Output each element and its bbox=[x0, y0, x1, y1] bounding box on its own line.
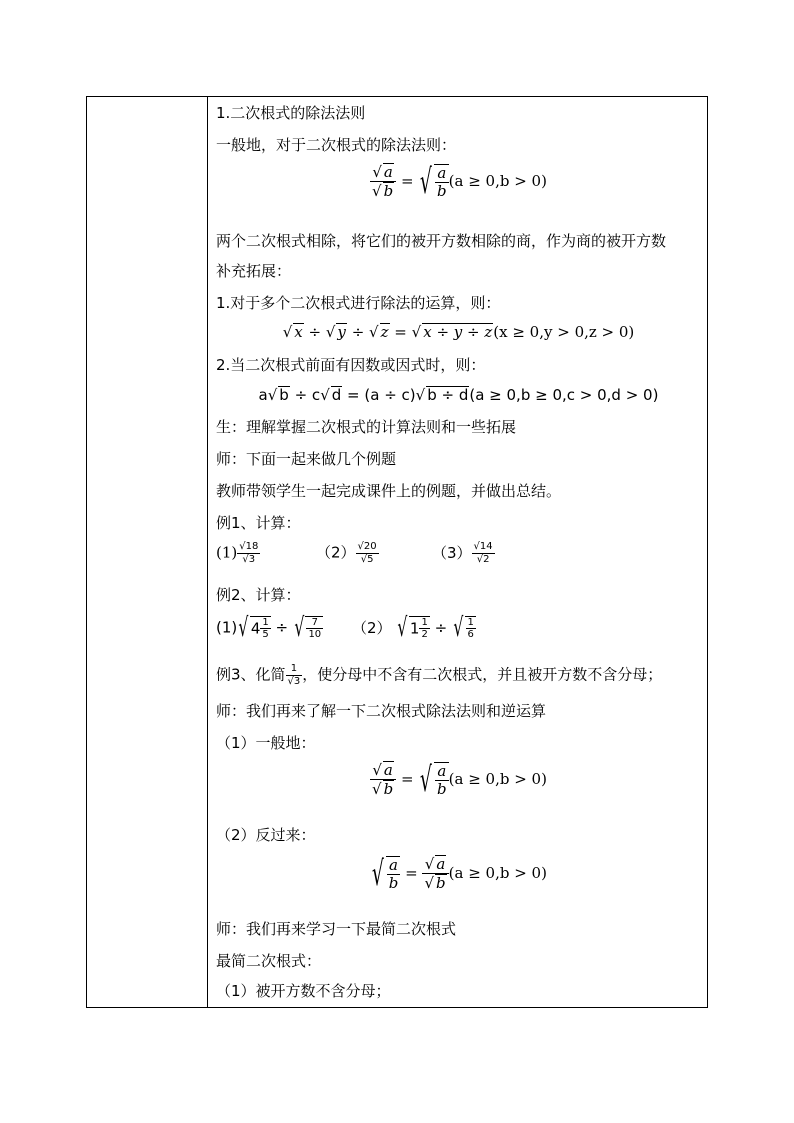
text-simplest-radical: 最简二次根式： bbox=[216, 952, 322, 970]
text-example3: 例3、化简 $\frac{1}{√3}$ ，使分母中不含有二次根式，并且被开方数不含分母； bbox=[216, 663, 663, 687]
text-general-2: （1）一般地： bbox=[216, 734, 316, 752]
text-general: 一般地，对于二次根式的除法法则： bbox=[216, 136, 457, 154]
formula-division-rule: $\frac{√ a}{√ b}$ = √ $\frac{a}{b}$ (a ≥ 0,b > 0) bbox=[372, 161, 547, 202]
example1-items: (1) $\frac{√18}{√3}$ （2） $\frac{√20}{√5}$ （3） $\frac{√14}{√2}$ bbox=[216, 541, 493, 565]
heading-division-rule: 1.二次根式的除法法则 bbox=[216, 104, 366, 122]
text-supplement: 补充拓展： bbox=[216, 262, 292, 280]
text-teacher-examples: 师：下面一起来做几个例题 bbox=[216, 450, 397, 468]
text-coefficient: 2.当二次根式前面有因数或因式时，则： bbox=[216, 356, 486, 374]
content-cell bbox=[216, 97, 701, 1007]
lesson-table bbox=[86, 96, 708, 1008]
example2-items: (1)√ 4 $\frac{1}{5}$ ÷ √ $\frac{7}{10}$ （2） √ 1 $\frac{1}{2}$ ÷ √ $\frac{1}{6}$ bbox=[216, 613, 474, 643]
column-divider bbox=[207, 97, 208, 1007]
text-teacher-simplest: 师：我们再来学习一下最简二次根式 bbox=[216, 920, 457, 938]
text-example1: 例1、计算： bbox=[216, 514, 301, 532]
formula-multiple-division: √ x ÷ √ y ÷ √ z = √ x ÷ y ÷ z(x ≥ 0,y > 0,z > 0) bbox=[282, 323, 635, 341]
text-student: 生：理解掌握二次根式的计算法则和一些拓展 bbox=[216, 418, 517, 436]
text-two-radicals: 两个二次根式相除，将它们的被开方数相除的商，作为商的被开方数 bbox=[216, 232, 667, 250]
text-multiple-division: 1.对于多个二次根式进行除法的运算，则： bbox=[216, 294, 501, 312]
text-teacher-inverse: 师：我们再来了解一下二次根式除法法则和逆运算 bbox=[216, 702, 547, 720]
text-teacher-lead: 教师带领学生一起完成课件上的例题，并做出总结。 bbox=[216, 482, 562, 500]
formula-coefficient-division: a√ b ÷ c√ d = (a ÷ c)√ b ÷ d(a ≥ 0,b ≥ 0,c > 0,d > 0) bbox=[258, 386, 659, 404]
text-conversely: （2）反过来： bbox=[216, 826, 316, 844]
formula-division-rule-2: $\frac{√ a}{√ b}$ = √ $\frac{a}{b}$ (a ≥ 0,b > 0) bbox=[372, 759, 547, 800]
text-example2: 例2、计算： bbox=[216, 586, 301, 604]
formula-division-rule-inverse: √ $\frac{a}{b}$ = $\frac{√ a}{√ b}$ (a ≥ 0,b > 0) bbox=[371, 853, 547, 894]
text-no-denominator: （1）被开方数不含分母； bbox=[216, 982, 391, 1000]
